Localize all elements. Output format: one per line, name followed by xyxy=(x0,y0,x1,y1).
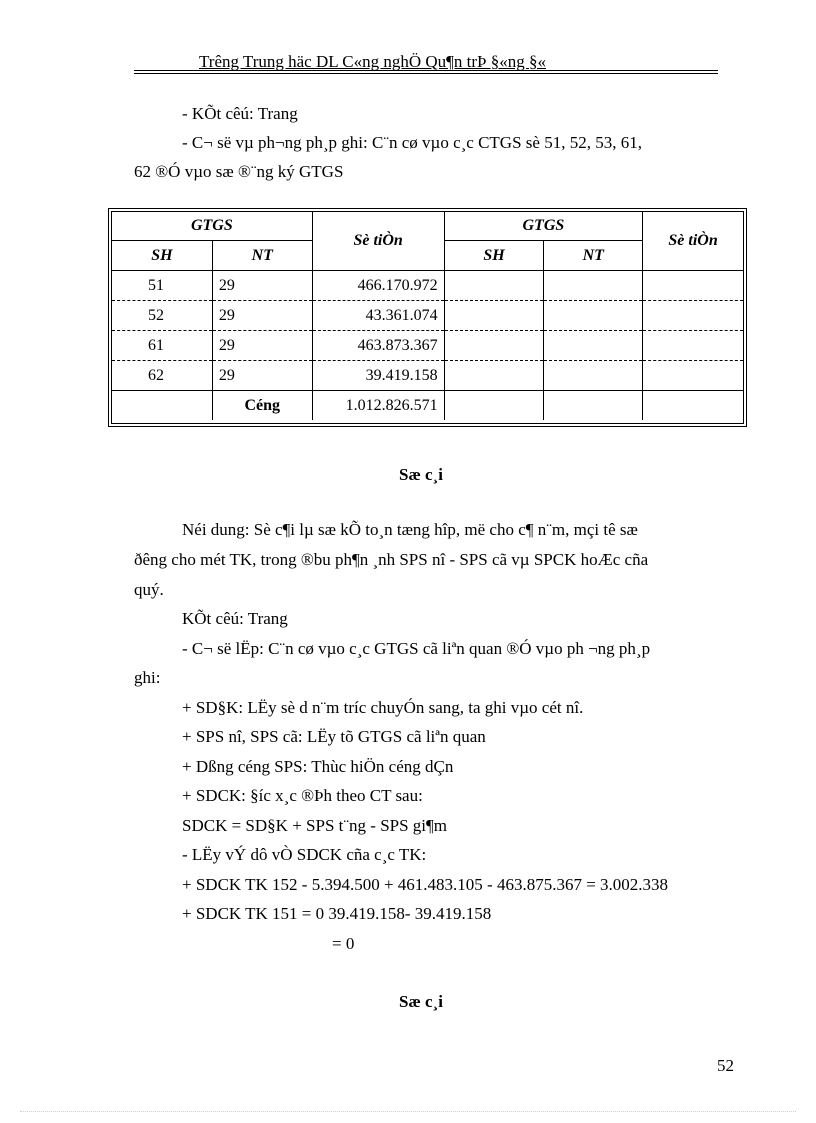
cell-sh: 51 xyxy=(112,271,213,301)
table-row xyxy=(112,271,744,301)
body-line-10: + SDCK: §íc x¸c ®Þh theo CT sau: xyxy=(182,786,423,805)
header-gtgs-right: GTGS xyxy=(444,211,643,241)
table-row xyxy=(112,361,744,391)
cell-empty xyxy=(544,301,643,331)
table-row xyxy=(112,301,744,331)
body-line-6: ghi: xyxy=(134,668,161,687)
cell-empty xyxy=(544,361,643,391)
body-line-8: + SPS nî, SPS cã: LËy tõ GTGS cã liªn quan xyxy=(182,727,486,746)
cell-empty xyxy=(444,331,544,361)
cell-amount: 43.361.074 xyxy=(312,301,444,331)
header-gtgs-left: GTGS xyxy=(112,211,313,241)
header-sh-right: SH xyxy=(444,241,544,271)
header-sh-left: SH xyxy=(112,241,213,271)
total-amount: 1.012.826.571 xyxy=(312,391,444,421)
cell-sh: 52 xyxy=(112,301,213,331)
cell-sh: 61 xyxy=(112,331,213,361)
section-title-so-cai: Sæ c¸i xyxy=(399,465,443,484)
body-line-1: Néi dung: Sè c¶i lµ sæ kÕ to¸n tæng hîp, më cho c¶ n¨m, mçi tê sæ xyxy=(182,520,638,539)
cell-nt: 29 xyxy=(212,361,312,391)
cell-empty xyxy=(444,361,544,391)
header-sotien-left: Sè tiÒn xyxy=(312,211,444,271)
body-line-15: = 0 xyxy=(332,934,355,953)
header-nt-right: NT xyxy=(544,241,643,271)
intro-line-3: 62 ®Ó vµo sæ ®¨ng ký GTGS xyxy=(134,162,344,181)
body-line-5: - C¬ së lËp: C¨n cø vµo c¸c GTGS cã liªn quan ®Ó vµo ph ¬ng ph¸p xyxy=(182,639,651,658)
cell-nt: 29 xyxy=(212,331,312,361)
cell-empty xyxy=(444,271,544,301)
footer-dotted-rule xyxy=(20,1111,796,1112)
header-nt-left: NT xyxy=(212,241,312,271)
section-title-so-cai-2: Sæ c¸i xyxy=(399,992,443,1011)
intro-line-2: - C¬ së vµ ph¬ng ph¸p ghi: C¨n cø vµo c¸c CTGS sè 51, 52, 53, 61, xyxy=(182,133,642,152)
body-line-13: + SDCK TK 152 - 5.394.500 + 461.483.105 - 463.875.367 = 3.002.338 xyxy=(182,875,669,894)
cell-empty xyxy=(643,391,744,421)
body-line-4: KÕt cêú: Trang xyxy=(182,609,288,628)
cell-amount: 463.873.367 xyxy=(312,331,444,361)
cell-empty xyxy=(643,271,744,301)
cell-empty xyxy=(444,301,544,331)
cell-empty xyxy=(444,391,544,421)
cell-empty xyxy=(643,301,744,331)
cell-empty xyxy=(643,331,744,361)
table-total-row xyxy=(112,391,744,421)
header-sotien-right: Sè tiÒn xyxy=(643,211,744,271)
body-line-14: + SDCK TK 151 = 0 39.419.158- 39.419.158 xyxy=(182,904,492,923)
cell-empty xyxy=(643,361,744,391)
body-line-9: + Dßng céng SPS: Thùc hiÖn céng dÇn xyxy=(182,757,454,776)
cell-nt: 29 xyxy=(212,271,312,301)
total-label: Céng xyxy=(212,391,312,421)
cell-empty xyxy=(544,391,643,421)
cell-empty xyxy=(544,271,643,301)
body-line-3: quý. xyxy=(134,580,164,599)
body-line-12: - LËy vÝ dô vÒ SDCK cña c¸c TK: xyxy=(182,845,427,864)
body-line-11: SDCK = SD§K + SPS t¨ng - SPS gi¶m xyxy=(182,816,447,835)
header-rule-bottom xyxy=(134,73,718,74)
body-line-2: ðêng cho mét TK, trong ®bu ph¶n ¸nh SPS nî - SPS cã vµ SPCK hoÆc cña xyxy=(134,550,649,569)
page-number: 52 xyxy=(717,1056,734,1075)
page-header-title: Trêng Trung häc DL C«ng nghÖ Qu¶n trÞ §«ng §« xyxy=(199,52,546,71)
table-header-row xyxy=(112,211,744,241)
cell-empty xyxy=(544,331,643,361)
header-rule-top xyxy=(134,70,718,71)
cell-sh: 62 xyxy=(112,361,213,391)
cell-nt: 29 xyxy=(212,301,312,331)
gtgs-table xyxy=(111,211,744,420)
cell-amount: 39.419.158 xyxy=(312,361,444,391)
body-line-7: + SD§K: LËy sè d n¨m tríc chuyÓn sang, ta ghi vµo cét nî. xyxy=(182,698,584,717)
cell-amount: 466.170.972 xyxy=(312,271,444,301)
table-row xyxy=(112,331,744,361)
intro-line-1: - KÕt cêú: Trang xyxy=(182,104,298,123)
cell-empty xyxy=(112,391,213,421)
